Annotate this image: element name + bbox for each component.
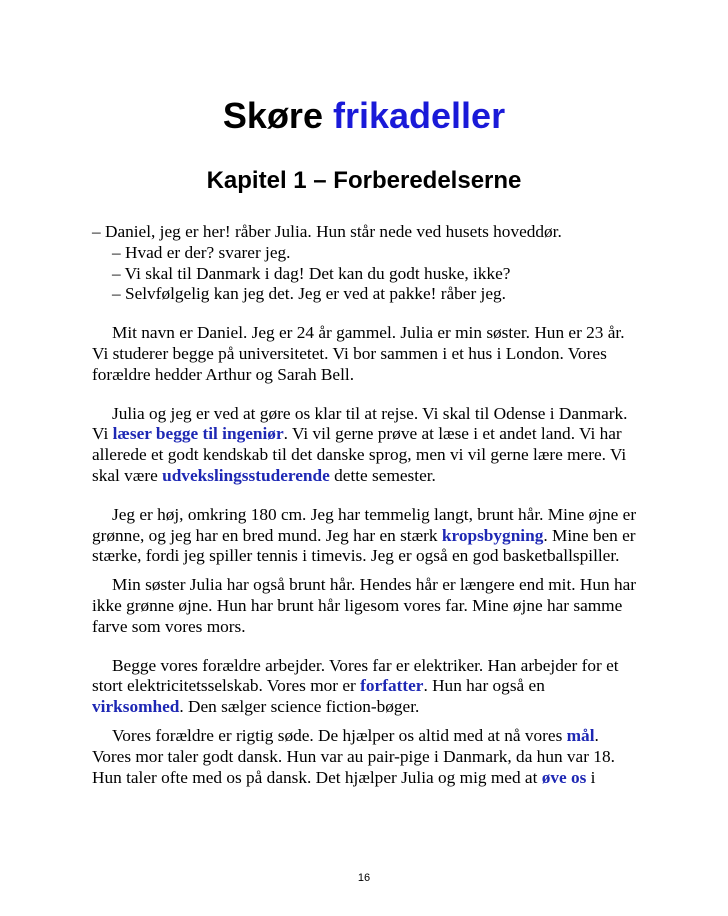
title-word-1: Skøre xyxy=(222,95,323,136)
vocab-term: mål xyxy=(566,725,595,745)
vocab-term: virksomhed xyxy=(92,697,180,717)
vocab-term: udvekslingsstuderende xyxy=(162,465,330,485)
paragraph-text: . Hun har også en xyxy=(423,676,545,696)
paragraph-text: . Vi vil gerne prøve at læse i et andet land. Vi har allerede et godt kendskab til det danske sprog, men vi vil gerne lære mere. Vi skal være xyxy=(92,424,627,485)
book-title xyxy=(0,88,728,144)
dialogue-line: – Daniel, jeg er her! råber Julia. Hun står nede ved husets hoveddør. xyxy=(92,222,562,241)
paragraph-text: . Mine ben er stærke, fordi jeg spiller tennis i timevis. Jeg er også en god basketballspiller. xyxy=(92,525,636,566)
paragraph-text: . Den sælger science fiction-bøger. xyxy=(179,697,420,717)
paragraph-text: i xyxy=(586,767,596,787)
vocab-term: øve os xyxy=(541,767,587,787)
paragraph-text: Begge vores forældre arbejder. Vores far er elektriker. Han arbejder for et stort elektricitetsselskab. Vores mor er xyxy=(92,655,619,696)
paragraph-text: Vores forældre er rigtig søde. De hjælper os altid med at nå vores xyxy=(112,725,567,745)
dialogue-line: – Selvfølgelig kan jeg det. Jeg er ved at pakke! råber jeg. xyxy=(112,284,506,304)
paragraph-text: . Vores mor taler godt dansk. Hun var au pair-pige i Danmark, da hun var 18. Hun taler ofte med os på dansk. Det hjælper Julia og mig med at xyxy=(92,725,615,787)
paragraph-text: Julia og jeg er ved at gøre os klar til at rejse. Vi skal til Odense i Danmark. Vi xyxy=(92,403,628,444)
body-text xyxy=(92,222,640,788)
paragraph xyxy=(92,656,640,718)
vocab-term: læser begge til ingeniør xyxy=(112,424,284,444)
page-number: 16 xyxy=(357,872,371,884)
dialogue-line: – Vi skal til Danmark i dag! Det kan du godt huske, ikke? xyxy=(112,263,511,283)
paragraph-text: dette semester. xyxy=(329,465,436,485)
title-word-2: frikadeller xyxy=(332,95,506,136)
paragraph-text: Jeg er høj, omkring 180 cm. Jeg har temmelig langt, brunt hår. Mine øjne er grønne, og jeg har en bred mund. Jeg har en stærk xyxy=(92,504,637,545)
chapter-heading: Kapitel 1 – Forberedelserne xyxy=(206,167,522,194)
paragraph xyxy=(92,726,640,788)
vocab-term: forfatter xyxy=(360,676,424,696)
dialogue-line: – Hvad er der? svarer jeg. xyxy=(112,242,291,262)
paragraph xyxy=(92,505,640,567)
paragraph: Mit navn er Daniel. Jeg er 24 år gammel. Julia er min søster. Hun er 23 år. Vi studerer begge på universitetet. Vi bor sammen i et hus i London. Vores forældre hedder Arthur og Sarah Bell. xyxy=(92,323,625,384)
paragraph: Min søster Julia har også brunt hår. Hendes hår er længere end mit. Hun har ikke grønne øjne. Hun har brunt hår ligesom vores far. Mine øjne har samme farve som vores mors. xyxy=(92,575,637,636)
vocab-term: kropsbygning xyxy=(441,525,544,545)
paragraph xyxy=(92,404,640,487)
